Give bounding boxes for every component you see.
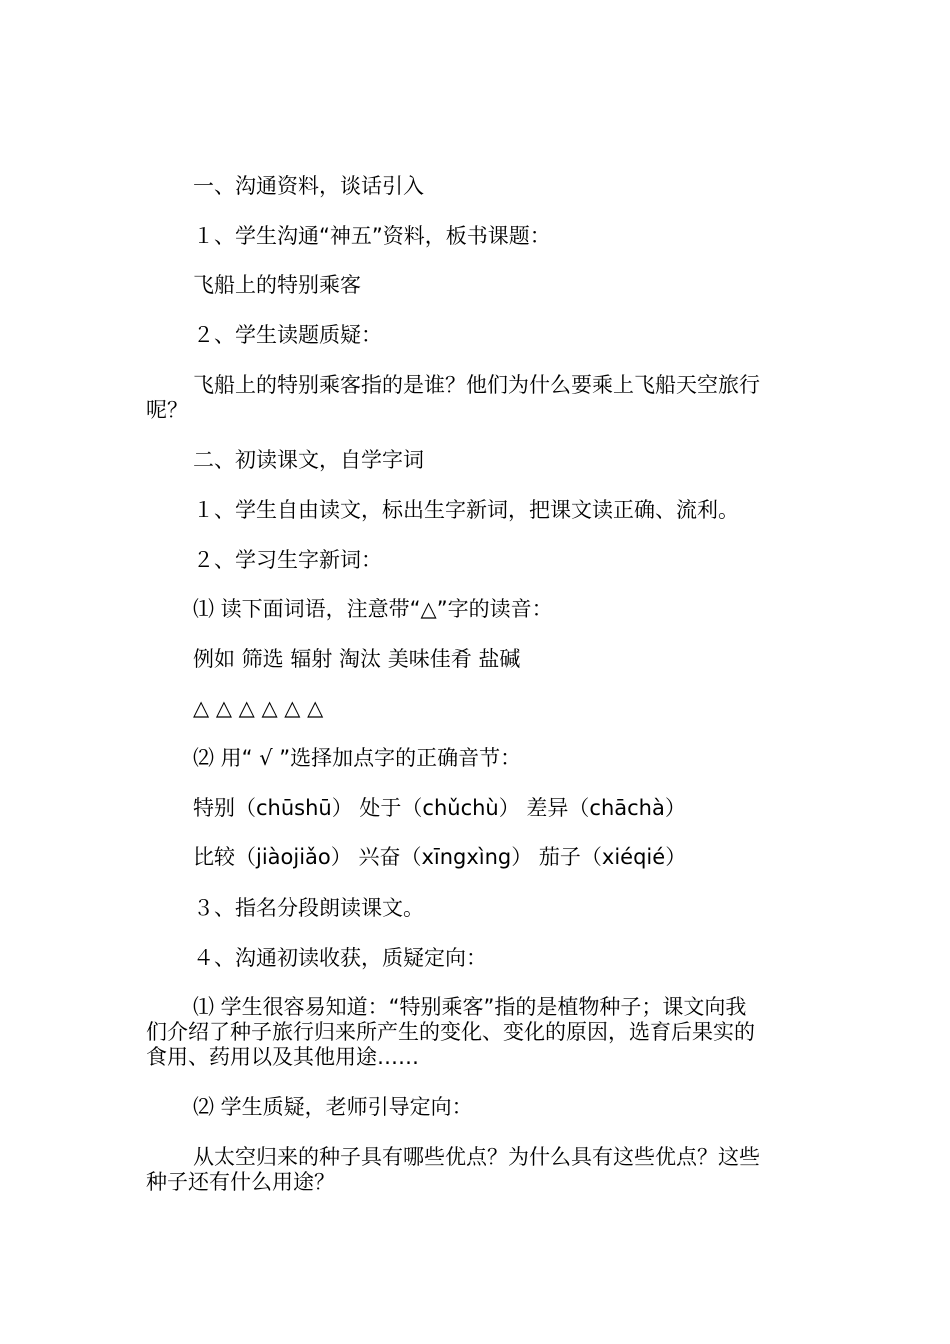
- paragraph-line: 从太空归来的种子具有哪些优点？为什么具有这些优点？这些: [193, 1145, 760, 1169]
- word-list: 例如 筛选 辐射 淘汰 美味佳肴 盐碱: [193, 647, 521, 671]
- paragraph-line: １、学生沟通“神五”资料，板书课题：: [193, 224, 551, 248]
- lesson-title: 飞船上的特别乘客: [193, 273, 361, 297]
- heading-section-1: 一、沟通资料，谈话引入: [193, 174, 424, 198]
- paragraph-line: ３、指名分段朗读课文。: [193, 896, 424, 920]
- paragraph-line: ⑵ 学生质疑，老师引导定向：: [193, 1095, 473, 1119]
- triangle-marks: △ △ △ △ △ △: [193, 696, 324, 720]
- heading-section-2: 二、初读课文，自学字词: [193, 448, 424, 472]
- paragraph-line: ⑵ 用“ √ ”选择加点字的正确音节：: [193, 746, 522, 770]
- paragraph-line: ４、沟通初读收获，质疑定向：: [193, 946, 487, 970]
- pinyin-line: 特别（chūshū） 处于（chǔchù） 差异（chāchà）: [193, 796, 686, 820]
- paragraph-line: 飞船上的特别乘客指的是谁？他们为什么要乘上飞船天空旅行: [193, 373, 760, 397]
- pinyin-line: 比较（jiàojiǎo） 兴奋（xīngxìng） 茄子（xiéqié）: [193, 845, 687, 869]
- paragraph-line: ⑴ 学生很容易知道：“特别乘客”指的是植物种子；课文向我: [193, 995, 747, 1019]
- paragraph-line: 们介绍了种子旅行归来所产生的变化、变化的原因，选育后果实的: [146, 1020, 755, 1044]
- paragraph-line: ２、学习生字新词：: [193, 548, 382, 572]
- paragraph-line: 种子还有什么用途？: [146, 1170, 335, 1194]
- paragraph-line: 呢？: [146, 398, 188, 422]
- paragraph-line: ２、学生读题质疑：: [193, 323, 382, 347]
- paragraph-line: ⑴ 读下面词语，注意带“△”字的读音：: [193, 597, 553, 621]
- paragraph-line: 食用、药用以及其他用途……: [146, 1045, 419, 1069]
- paragraph-line: １、学生自由读文，标出生字新词，把课文读正确、流利。: [193, 498, 739, 522]
